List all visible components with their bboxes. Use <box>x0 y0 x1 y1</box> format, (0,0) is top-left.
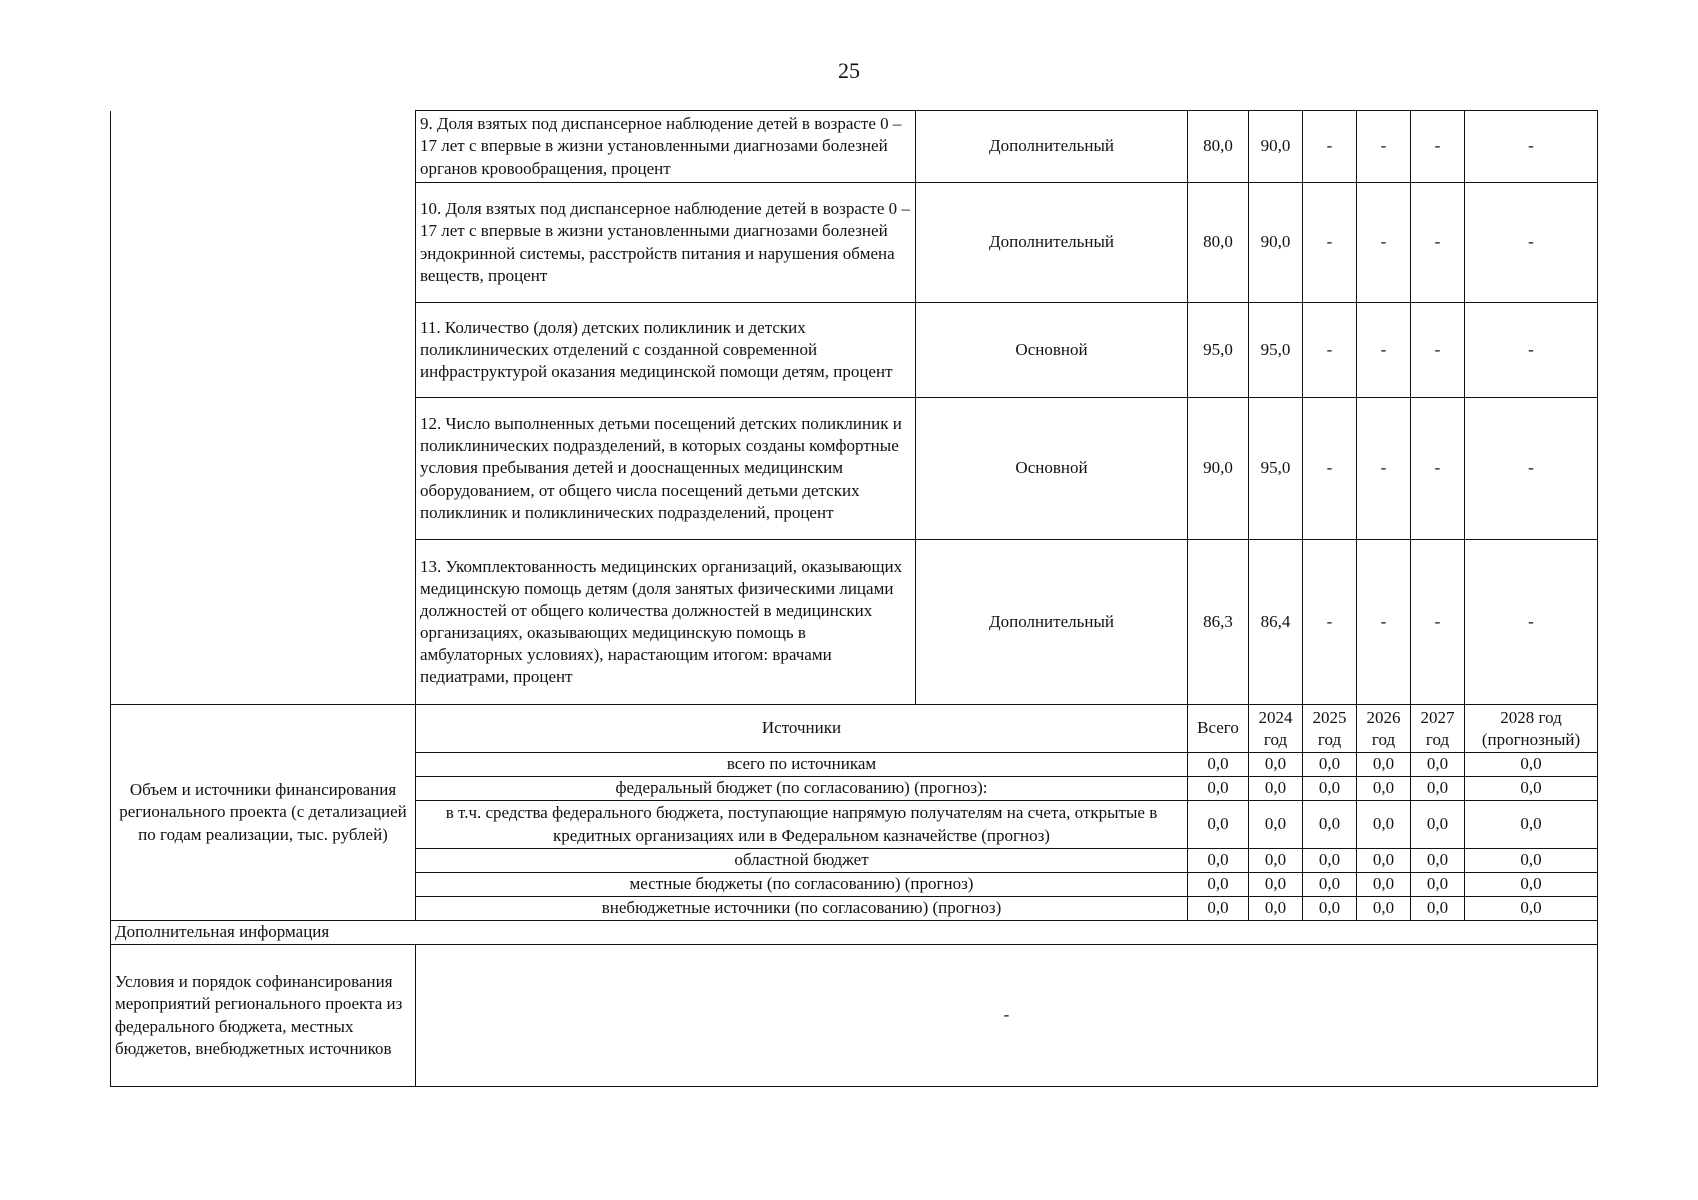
financing-value: 0,0 <box>1465 801 1598 849</box>
financing-header-year: 2028 год (прогнозный) <box>1465 705 1598 753</box>
indicator-value: 80,0 <box>1188 111 1249 183</box>
financing-value: 0,0 <box>1303 897 1357 921</box>
indicator-value: 90,0 <box>1249 183 1303 303</box>
indicator-value: - <box>1357 303 1411 398</box>
financing-value: 0,0 <box>1188 801 1249 849</box>
indicator-name: 13. Укомплектованность медицинских организаций, оказывающих медицинскую помощь детям (доля занятых физическими лицами должностей от общего количества должностей в медицинских организациях, оказывающих медицинскую помощь в амбулаторных условиях), нарастающим итогом: врачами педиатрами, процент <box>416 540 916 705</box>
indicator-name: 12. Число выполненных детьми посещений детских поликлиник и поликлинических подразделений, в которых созданы комфортные условия пребывания детей и дооснащенных медицинским оборудованием, от общего числа посещений детьми детских поликлиник и поликлинических подразделений, процент <box>416 398 916 540</box>
financing-value: 0,0 <box>1357 849 1411 873</box>
financing-header-year: 2025 год <box>1303 705 1357 753</box>
financing-source-name: федеральный бюджет (по согласованию) (прогноз): <box>416 777 1188 801</box>
indicator-value: 86,4 <box>1249 540 1303 705</box>
indicator-value: 95,0 <box>1249 398 1303 540</box>
financing-value: 0,0 <box>1249 801 1303 849</box>
financing-value: 0,0 <box>1188 873 1249 897</box>
financing-value: 0,0 <box>1465 849 1598 873</box>
financing-header-row <box>111 705 1598 753</box>
cofinancing-label: Условия и порядок софинансирования мероприятий регионального проекта из федерального бюджета, местных бюджетов, внебюджетных источников <box>111 945 416 1087</box>
indicator-value: 95,0 <box>1249 303 1303 398</box>
financing-value: 0,0 <box>1303 777 1357 801</box>
financing-value: 0,0 <box>1188 897 1249 921</box>
financing-value: 0,0 <box>1249 849 1303 873</box>
financing-source-name: областной бюджет <box>416 849 1188 873</box>
indicator-value: - <box>1357 398 1411 540</box>
financing-value: 0,0 <box>1411 801 1465 849</box>
indicator-value: - <box>1465 111 1598 183</box>
financing-value: 0,0 <box>1411 753 1465 777</box>
financing-source-name: внебюджетные источники (по согласованию) (прогноз) <box>416 897 1188 921</box>
project-passport-table <box>110 110 1598 1087</box>
indicator-value: 90,0 <box>1188 398 1249 540</box>
indicator-value: - <box>1465 183 1598 303</box>
indicator-value: - <box>1411 398 1465 540</box>
financing-value: 0,0 <box>1357 801 1411 849</box>
financing-value: 0,0 <box>1357 897 1411 921</box>
additional-info-heading: Дополнительная информация <box>111 921 1598 945</box>
indicator-type: Дополнительный <box>916 111 1188 183</box>
indicator-type: Дополнительный <box>916 540 1188 705</box>
indicator-value: - <box>1465 398 1598 540</box>
additional-info-row <box>111 921 1598 945</box>
indicator-value: - <box>1465 540 1598 705</box>
financing-source-name: всего по источникам <box>416 753 1188 777</box>
indicator-name: 11. Количество (доля) детских поликлиник и детских поликлинических отделений с созданной современной инфраструктурой оказания медицинской помощи детям, процент <box>416 303 916 398</box>
indicator-type: Основной <box>916 303 1188 398</box>
indicator-value: 80,0 <box>1188 183 1249 303</box>
indicator-value: - <box>1411 111 1465 183</box>
financing-value: 0,0 <box>1357 873 1411 897</box>
indicator-value: - <box>1303 303 1357 398</box>
indicator-value: - <box>1303 183 1357 303</box>
financing-header-year: 2026 год <box>1357 705 1411 753</box>
cofinancing-row <box>111 945 1598 1087</box>
financing-value: 0,0 <box>1411 849 1465 873</box>
indicator-value: - <box>1357 540 1411 705</box>
financing-value: 0,0 <box>1303 753 1357 777</box>
indicator-name: 10. Доля взятых под диспансерное наблюдение детей в возрасте 0 – 17 лет с впервые в жизни установленными диагнозами болезней эндокринной системы, расстройств питания и нарушения обмена веществ, процент <box>416 183 916 303</box>
page-number: 25 <box>838 58 860 83</box>
indicator-value: - <box>1303 398 1357 540</box>
indicator-row <box>111 111 1598 183</box>
financing-value: 0,0 <box>1465 873 1598 897</box>
financing-value: 0,0 <box>1465 897 1598 921</box>
financing-value: 0,0 <box>1357 777 1411 801</box>
indicator-value: 86,3 <box>1188 540 1249 705</box>
financing-source-name: местные бюджеты (по согласованию) (прогноз) <box>416 873 1188 897</box>
financing-value: 0,0 <box>1411 873 1465 897</box>
indicator-value: - <box>1465 303 1598 398</box>
financing-source-name: в т.ч. средства федерального бюджета, поступающие напрямую получателям на счета, открытые в кредитных организациях или в Федеральном казначействе (прогноз) <box>416 801 1188 849</box>
indicator-value: - <box>1357 183 1411 303</box>
financing-value: 0,0 <box>1411 777 1465 801</box>
indicator-name: 9. Доля взятых под диспансерное наблюдение детей в возрасте 0 – 17 лет с впервые в жизни установленными диагнозами болезней органов кровообращения, процент <box>416 111 916 183</box>
financing-header-sources: Источники <box>416 705 1188 753</box>
financing-value: 0,0 <box>1249 873 1303 897</box>
indicator-value: - <box>1303 540 1357 705</box>
financing-value: 0,0 <box>1303 873 1357 897</box>
indicator-value: - <box>1303 111 1357 183</box>
financing-value: 0,0 <box>1303 849 1357 873</box>
financing-value: 0,0 <box>1357 753 1411 777</box>
financing-value: 0,0 <box>1411 897 1465 921</box>
indicator-value: - <box>1411 303 1465 398</box>
indicator-value: - <box>1357 111 1411 183</box>
financing-value: 0,0 <box>1465 777 1598 801</box>
financing-value: 0,0 <box>1249 897 1303 921</box>
financing-value: 0,0 <box>1188 753 1249 777</box>
financing-value: 0,0 <box>1188 849 1249 873</box>
indicator-group-label-cell <box>111 111 416 705</box>
financing-value: 0,0 <box>1249 753 1303 777</box>
indicator-type: Дополнительный <box>916 183 1188 303</box>
indicator-value: 90,0 <box>1249 111 1303 183</box>
indicator-value: - <box>1411 540 1465 705</box>
financing-header-total: Всего <box>1188 705 1249 753</box>
cofinancing-value: - <box>416 945 1598 1087</box>
financing-value: 0,0 <box>1249 777 1303 801</box>
financing-label: Объем и источники финансирования регионального проекта (с детализацией по годам реализации, тыс. рублей) <box>111 705 416 921</box>
financing-value: 0,0 <box>1303 801 1357 849</box>
indicator-value: 95,0 <box>1188 303 1249 398</box>
indicator-type: Основной <box>916 398 1188 540</box>
indicator-value: - <box>1411 183 1465 303</box>
financing-value: 0,0 <box>1188 777 1249 801</box>
financing-header-year: 2024 год <box>1249 705 1303 753</box>
financing-value: 0,0 <box>1465 753 1598 777</box>
financing-header-year: 2027 год <box>1411 705 1465 753</box>
